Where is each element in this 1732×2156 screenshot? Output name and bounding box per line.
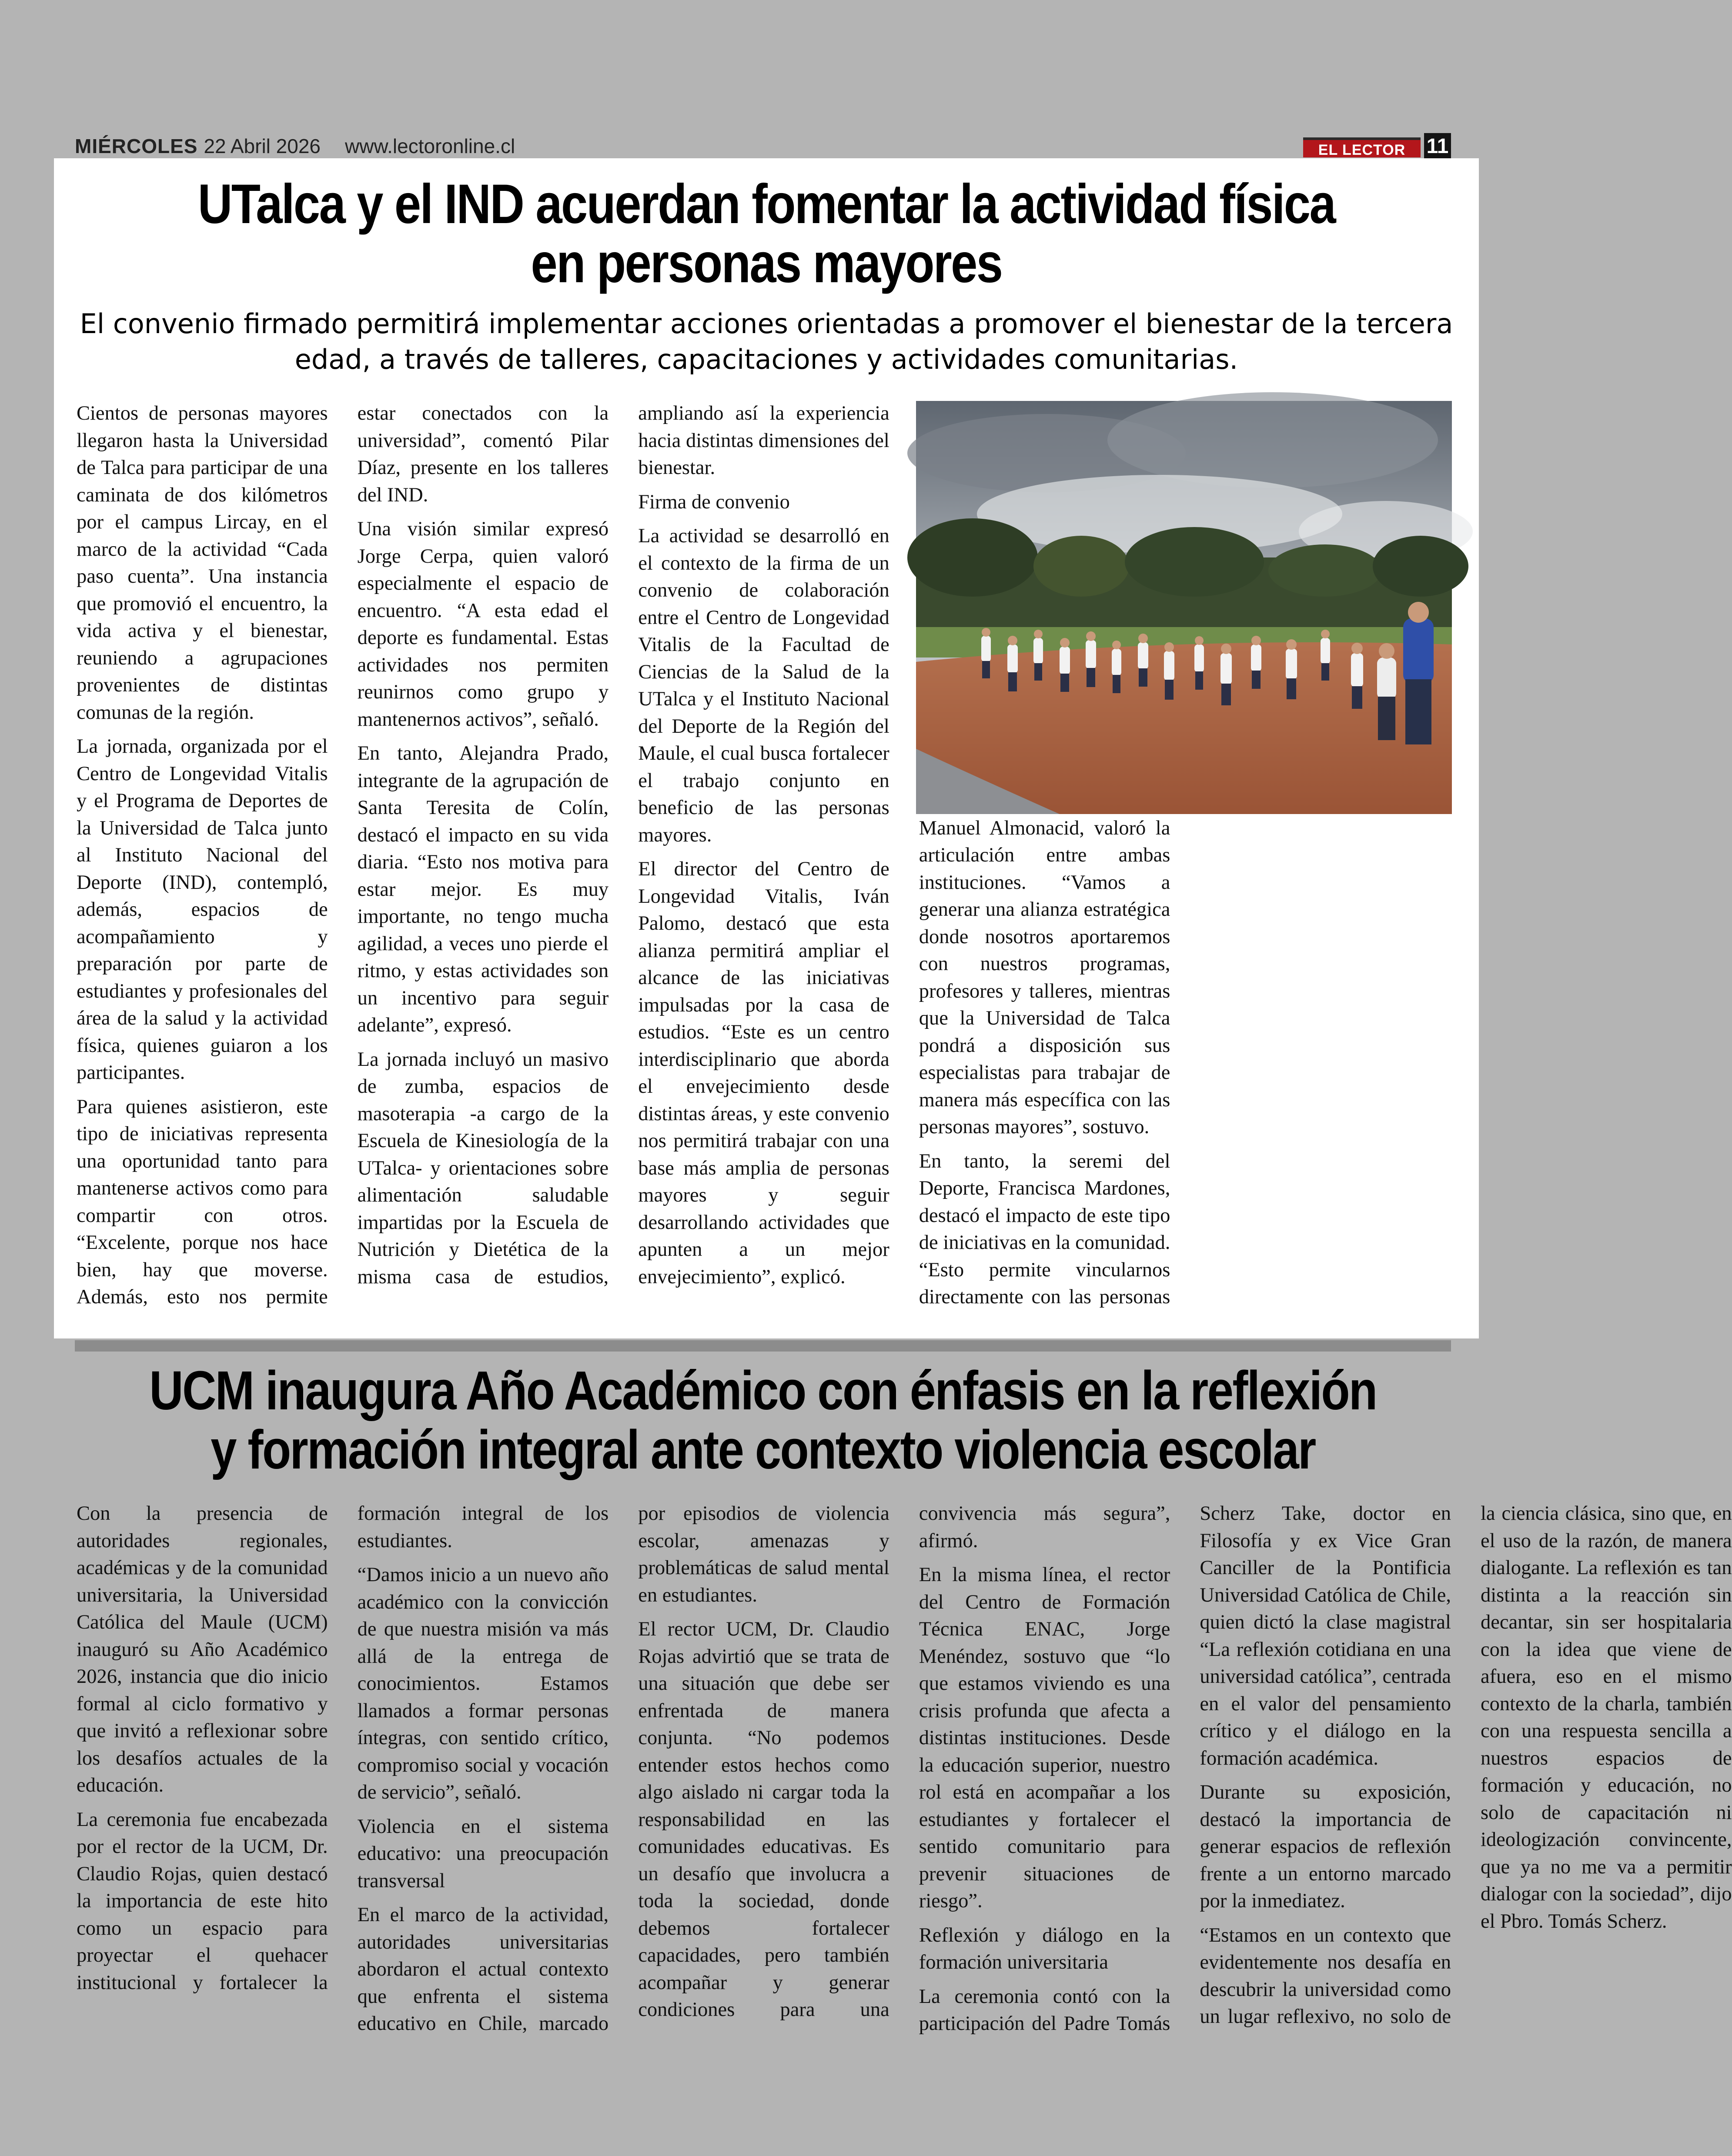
article1-headline-line1: UTalca y el IND acuerdan fomentar la actividad física bbox=[197, 173, 1335, 235]
article2-paragraph: Con la presencia de autoridades regionales, académicas y de la comunidad universitaria, la Universidad Católica del Maule (UCM) inauguró su Año Académico 2026, instancia que dio inicio formal al ciclo formativo y que invitó a reflexionar sobre los desafíos actuales de la educación. bbox=[77, 1502, 328, 1796]
article1-deck: El convenio firmado permitirá implementar acciones orientadas a promover el bienestar de la tercera edad, a través de talleres, capacitaciones y actividades comunitarias. bbox=[80, 308, 1453, 375]
article2-paragraph: En el marco de la actividad, autoridades universitarias abordaron el actual contexto que enfrenta el sistema educativo en Chile, marcado por episodios de violencia escolar, amenazas y problemáticas de salud mental en estudiantes. bbox=[357, 1502, 889, 2035]
article1-subheading: Firma de convenio bbox=[638, 491, 790, 513]
article1-paragraph: En tanto, Alejandra Prado, integrante de la agrupación de Santa Teresita de Colín, destacó el impacto en su vida diaria. “Esto nos motiva para estar mejor. Es muy importante, no tengo mucha agilidad, a veces uno pierde el ritmo, y estas actividades son un incentivo para seguir adelante”, expresó. bbox=[357, 742, 609, 1036]
article2-subheading: Violencia en el sistema educativo: una preocupación transversal bbox=[357, 1815, 609, 1892]
article1-headline bbox=[154, 175, 1379, 293]
issue-day: MIÉRCOLES bbox=[75, 135, 198, 157]
article1-headline-line2: en personas mayores bbox=[531, 232, 1002, 294]
article2-headline-line1: UCM inaugura Año Académico con énfasis en la reflexión bbox=[149, 1360, 1377, 1421]
article2-headline bbox=[107, 1361, 1419, 1479]
masthead bbox=[75, 133, 1451, 159]
el-lector-logo: EL LECTOR bbox=[1303, 137, 1421, 157]
issue-date: 22 Abril 2026 bbox=[204, 135, 321, 157]
article2-paragraph: Durante su exposición, destacó la importancia de generar espacios de reflexión frente a un entorno marcado por la inmediatez. bbox=[1200, 1781, 1451, 1912]
article2-paragraph: En la misma línea, el rector del Centro de Formación Técnica ENAC, Jorge Menéndez, sostuvo que “lo que estamos viviendo es una crisis profunda que afecta a distintas instituciones. Desde la educación superior, nuestro rol está en acompañar a los estudiantes y fortalecer el sentido comunitario para prevenir situaciones de riesgo”. bbox=[919, 1564, 1170, 1912]
article1-paragraph: En tanto, la seremi del Deporte, Francisca Mardones, destacó el impacto de este tipo de iniciativas en la comunidad. “Esto permite vincularnos directamente con las personas bbox=[919, 1150, 1170, 1308]
article1-paragraph: Una visión similar expresó Jorge Cerpa, quien valoró especialmente el espacio de encuentro. “A esta edad el deporte es fundamental. Estas actividades nos permiten reunirnos como grupo y mantenernos activos”, señaló. bbox=[357, 518, 609, 731]
article2-headline-line2: y formación integral ante contexto violencia escolar bbox=[211, 1419, 1315, 1480]
article1-paragraph: La jornada, organizada por el Centro de Longevidad Vitalis y el Programa de Deportes de la Universidad de Talca junto al Instituto Nacional del Deporte (IND), contempló, además, espacios de acompañamiento y preparación por parte de estudiantes y profesionales del área de la salud y la actividad física, quienes guiaron a los participantes. bbox=[77, 735, 328, 1084]
article2-paragraph: La ceremonia contó con la participación del Padre Tomás Scherz Take, doctor en Filosofía y ex Vice Gran Canciller de la Pontificia Universidad Católica de Chile, quien dictó la clase magistral “La reflexión cotidiana en una universidad católica”, centrada en el valor del pensamiento crítico y el diálogo en la formación académica. bbox=[919, 1502, 1451, 2035]
article2-paragraph: “Estamos en un contexto que evidentemente nos desafía en descubrir la universidad como un lugar reflexivo, no solo de la ciencia clásica, sino que, en el uso de la razón, de manera dialogante. La reflexión es tan distinta a la reacción sin decantar, sin ser hospitalaria con la idea que viene de afuera, eso en el mismo contexto de la charla, también con una respuesta sencilla a nuestros espacios de formación y educación, no solo de capacitación ni ideologización convincente, que ya no me va a permitir dialogar con la sociedad”, dijo el Pbro. Tomás Scherz. bbox=[1200, 1502, 1732, 2028]
article1-paragraph: La actividad se desarrolló en el contexto de la firma de un convenio de colaboración entre el Centro de Longevidad Vitalis de la Facultad de Ciencias de la Salud de la UTalca y el Instituto Nacional del Deporte de la Región del Maule, el cual busca fortalecer el trabajo conjunto en beneficio de las personas mayores. bbox=[638, 525, 889, 846]
section-divider bbox=[75, 1340, 1451, 1352]
article2-body bbox=[77, 1500, 1732, 2039]
article2-paragraph: “Damos inicio a un nuevo año académico con la convicción de que nuestra misión va más allá de la entrega de conocimientos. Estamos llamados a formar personas íntegras, con sentido crítico, compromiso social y vocación de servicio”, señaló. bbox=[357, 1564, 609, 1803]
article2-subheading: Reflexión y diálogo en la formación universitaria bbox=[919, 1924, 1170, 1973]
article2-paragraph: El rector UCM, Dr. Claudio Rojas advirtió que se trata de una situación que debe ser enfrentada de manera conjunta. “No podemos entender estos hechos como algo aislado ni cargar toda la responsabilidad en las comunidades educativas. Es un desafío que involucra a toda la sociedad, donde debemos fortalecer capacidades, pero también acompañar y generar condiciones para una convivencia más segura”, afirmó. bbox=[638, 1502, 1170, 2021]
participants-walking-photo bbox=[916, 401, 1452, 814]
page-number: 11 bbox=[1424, 133, 1451, 160]
article1-paragraph: Para quienes asistieron, este tipo de iniciativas representa una oportunidad tanto para mantenerse activos como para compartir con otros. “Excelente, porque nos hace bien, hay que moverse. Además, esto nos permite estar conectados con la universidad”, comentó Pilar Díaz, presente en los talleres del IND. bbox=[77, 402, 609, 1308]
article1-paragraph: Cientos de personas mayores llegaron hasta la Universidad de Talca para participar de una caminata de dos kilómetros por el campus Lircay, en el marco de la actividad “Cada paso cuenta”. Una instancia que promovió el encuentro, la vida activa y el bienestar, reuniendo a agrupaciones provenientes de distintas comunas de la región. bbox=[77, 402, 328, 724]
issue-info bbox=[75, 133, 515, 159]
article1-paragraph: La jornada incluyó un masivo de zumba, espacios de masoterapia -a cargo de la Escuela de Kinesiología de la UTalca- y orientaciones sobre alimentación saludable impartidas por la Escuela de Nutrición y Dietética de la misma casa de estudios, ampliando así la experiencia hacia distintas dimensiones del bienestar. bbox=[357, 402, 889, 1288]
article2-paragraph: La ceremonia fue encabezada por el rector de la UCM, Dr. Claudio Rojas, quien destacó la importancia de este hito como un espacio para proyectar el quehacer institucional y fortalecer la formación integral de los estudiantes. bbox=[77, 1502, 609, 1994]
article1-paragraph: Manuel Almonacid, valoró la articulación entre ambas instituciones. “Vamos a generar una alianza estratégica donde nosotros aportaremos con nuestros programas, profesores y talleres, mientras que la Universidad de Talca pondrá a disposición sus especialistas para trabajar de manera más específica con las personas mayores”, sostuvo. bbox=[919, 817, 1170, 1138]
site-url: www.lectoronline.cl bbox=[345, 135, 515, 157]
article1-paragraph: El director del Centro de Longevidad Vitalis, Iván Palomo, destacó que esta alianza permitirá ampliar el alcance de las iniciativas impulsadas por la casa de estudios. “Este es un centro interdisciplinario que aborda el envejecimiento desde distintas áreas, y este convenio nos permitirá trabajar con una base más amplia de personas mayores y seguir desarrollando actividades que apunten a un mejor envejecimiento”, explicó. bbox=[638, 858, 889, 1288]
